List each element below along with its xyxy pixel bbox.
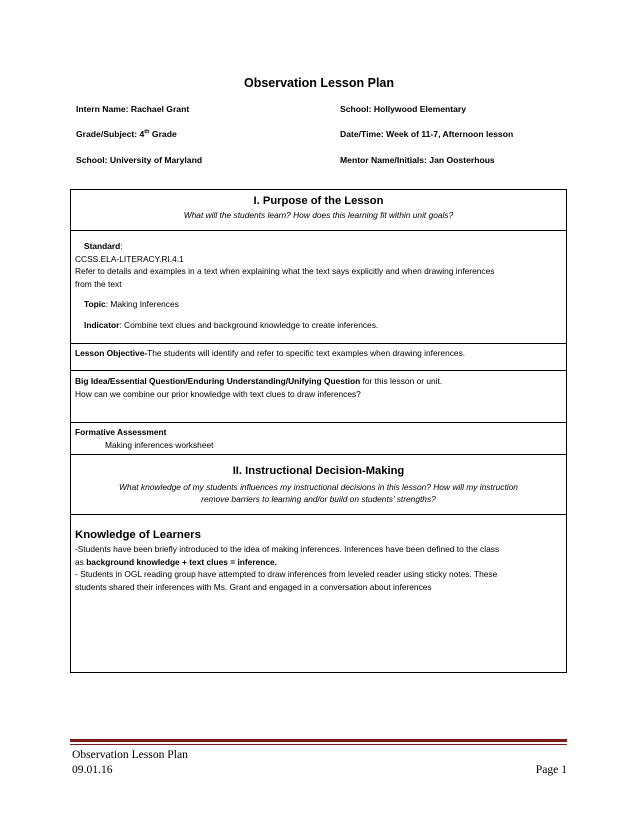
objective-section (70, 344, 567, 371)
standard-code: CCSS.ELA-LITERACY.RI.4.1 (75, 253, 184, 264)
knowledge-formula: background knowledge + text clues = inference. (86, 556, 278, 567)
grade-prefix: Grade/Subject: 4 (76, 129, 145, 139)
decision-sub-1: What knowledge of my students influences my instructional decisions in this lesson? How will my instruction (119, 482, 518, 492)
knowledge-line-2-prefix: as (75, 556, 87, 567)
formative-label: Formative Assessment (75, 427, 167, 437)
standard-section (70, 231, 567, 344)
objective-line (75, 347, 562, 360)
footer-rule-thick (70, 739, 567, 742)
purpose-section (70, 189, 567, 231)
knowledge-line-1: -Students have been briefly introduced to the idea of making inferences. Inferences have been defined to the class (75, 544, 500, 554)
indicator-line (75, 319, 562, 332)
knowledge-line-3: - Students in OGL reading group have attempted to draw inferences from leveled reader using sticky notes. These (75, 569, 498, 579)
big-idea-suffix: for this lesson or unit. (360, 376, 443, 386)
date-time: Date/Time: Week of 11-7, Afternoon lesson (340, 129, 514, 139)
university: School: University of Maryland (76, 155, 203, 165)
footer-doc-name: Observation Lesson Plan (72, 748, 188, 761)
formative-section (70, 423, 567, 455)
standard-label-line (75, 240, 562, 253)
decision-sub-2: remove barriers to learning and/or build on students’ strengths? (201, 494, 436, 504)
topic-value: : Making Inferences (105, 299, 179, 309)
footer-rule-thin (70, 744, 567, 745)
footer-date: 09.01.16 (72, 763, 113, 776)
footer-page-number: Page 1 (535, 763, 567, 776)
objective-label: Lesson Objective- (75, 348, 148, 358)
indicator-label: Indicator (84, 319, 120, 330)
decision-section (70, 455, 567, 515)
school-name: School: Hollywood Elementary (340, 104, 467, 114)
indicator-value: : Combine text clues and background knowledge to create inferences. (119, 319, 379, 330)
knowledge-line-2 (75, 556, 562, 569)
decision-heading: II. Instructional Decision-Making (232, 465, 405, 477)
mentor-name: Mentor Name/Initials: Jan Oosterhous (340, 155, 495, 165)
page-title: Observation Lesson Plan (243, 76, 395, 90)
big-idea-line (75, 375, 562, 388)
grade-suffix: Grade (149, 129, 177, 139)
topic-label: Topic (84, 299, 106, 309)
purpose-subheading: What will the students learn? How does this learning fit within unit goals? (183, 210, 454, 220)
purpose-heading: I. Purpose of the Lesson (253, 195, 384, 207)
big-idea-label: Big Idea/Essential Question/Enduring Understanding/Unifying Question (75, 376, 361, 386)
big-idea-question: How can we combine our prior knowledge with text clues to draw inferences? (75, 388, 361, 399)
grade-sup: th (144, 129, 150, 136)
knowledge-heading: Knowledge of Learners (75, 529, 201, 541)
standard-text-1: Refer to details and examples in a text when explaining what the text says explicitly and when drawing inferences (75, 266, 495, 276)
intern-name: Intern Name: Rachael Grant (76, 104, 190, 114)
knowledge-section (70, 515, 567, 673)
standard-label: Standard (84, 241, 121, 251)
standard-text-2: from the text (75, 278, 122, 289)
formative-value: Making inferences worksheet (105, 439, 214, 450)
big-idea-section (70, 371, 567, 423)
knowledge-line-4: students shared their inferences with Ms. Grant and engaged in a conversation about inferences (75, 581, 432, 592)
standard-colon: : (120, 241, 123, 251)
topic-line (75, 298, 562, 311)
objective-value: The students will identify and refer to specific text examples when drawing inferences. (147, 348, 466, 358)
grade-subject (76, 129, 177, 139)
